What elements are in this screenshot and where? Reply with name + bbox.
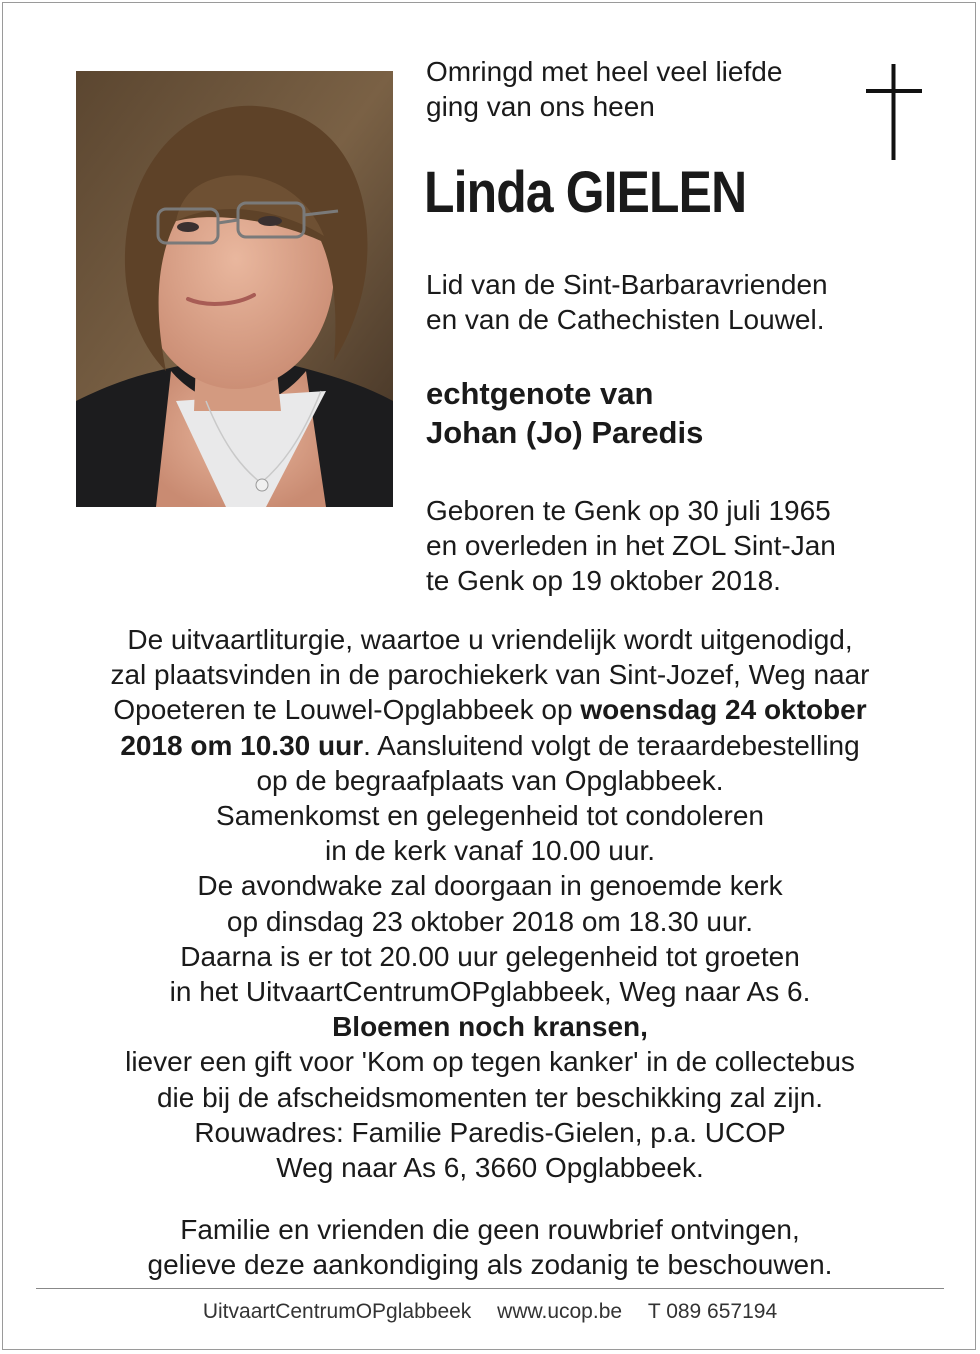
birth-death-line: Geboren te Genk op 30 juli 1965: [426, 495, 831, 526]
intro-line: Omringd met heel veel liefde: [426, 56, 783, 87]
footer-company: UitvaartCentrumOPglabbeek: [202, 1300, 472, 1323]
spouse-line: echtgenote van: [426, 376, 654, 411]
funeral-line: zal plaatsvinden in de parochiekerk van Sint-Jozef, Weg naar: [110, 659, 870, 691]
funeral-line: Daarna is er tot 20.00 uur gelegenheid tot groeten: [180, 940, 800, 972]
footer: [0, 1300, 980, 1324]
funeral-line: op dinsdag 23 oktober 2018 om 18.30 uur.: [226, 905, 754, 937]
funeral-line: liever een gift voor 'Kom op tegen kanker' in de collectebus: [125, 1046, 855, 1078]
funeral-line: in de kerk vanaf 10.00 uur.: [325, 835, 655, 867]
funeral-line: De uitvaartliturgie, waartoe u vriendelijk wordt uitgenodigd,: [127, 624, 853, 655]
funeral-text: Opoeteren te Louwel-Opglabbeek op: [113, 694, 581, 726]
portrait-photo: [76, 71, 393, 507]
funeral-line: in het UitvaartCentrumOPglabbeek, Weg naar As 6.: [169, 976, 811, 1008]
membership-line: Lid van de Sint-Barbaravrienden: [426, 269, 828, 300]
birth-death-line: te Genk op 19 oktober 2018.: [426, 565, 781, 596]
funeral-date: woensdag 24 oktober: [580, 694, 867, 726]
birth-death-text: [426, 493, 946, 598]
spouse-text: [426, 374, 946, 452]
flowers-notice: [40, 1009, 940, 1044]
mourning-address: Weg naar As 6, 3660 Opglabbeek.: [276, 1152, 704, 1184]
funeral-line: Samenkomst en gelegenheid tot condoleren: [216, 800, 764, 832]
funeral-details: [40, 622, 940, 1185]
footer-website[interactable]: www.ucop.be: [497, 1300, 623, 1323]
mourning-address: Rouwadres: Familie Paredis-Gielen, p.a. UCOP: [194, 1116, 786, 1148]
birth-death-line: en overleden in het ZOL Sint-Jan: [426, 530, 836, 561]
funeral-line: [40, 728, 940, 763]
funeral-line: die bij de afscheidsmomenten ter beschikking zal zijn.: [156, 1081, 824, 1113]
closing-line: gelieve deze aankondiging als zodanig te beschouwen.: [147, 1249, 833, 1280]
spouse-line: Johan (Jo) Paredis: [426, 415, 704, 450]
funeral-time: 2018 om 10.30 uur: [120, 729, 364, 761]
intro-line: ging van ons heen: [426, 91, 655, 122]
funeral-text: . Aansluitend volgt de teraardebestelling: [363, 729, 860, 761]
membership-text: [426, 267, 946, 337]
deceased-name: Linda GIELEN: [424, 160, 747, 225]
funeral-line: [40, 692, 940, 727]
footer-phone: T 089 657194: [647, 1300, 778, 1323]
closing-line: Familie en vrienden die geen rouwbrief ontvingen,: [180, 1214, 800, 1245]
funeral-line: op de begraafplaats van Opglabbeek.: [256, 764, 724, 796]
footer-divider: [36, 1288, 944, 1289]
intro-text: [426, 54, 946, 124]
flowers-notice-text: Bloemen noch kransen,: [332, 1011, 648, 1043]
funeral-line: De avondwake zal doorgaan in genoemde kerk: [197, 870, 783, 902]
membership-line: en van de Cathechisten Louwel.: [426, 304, 825, 335]
closing-text: [40, 1212, 940, 1282]
